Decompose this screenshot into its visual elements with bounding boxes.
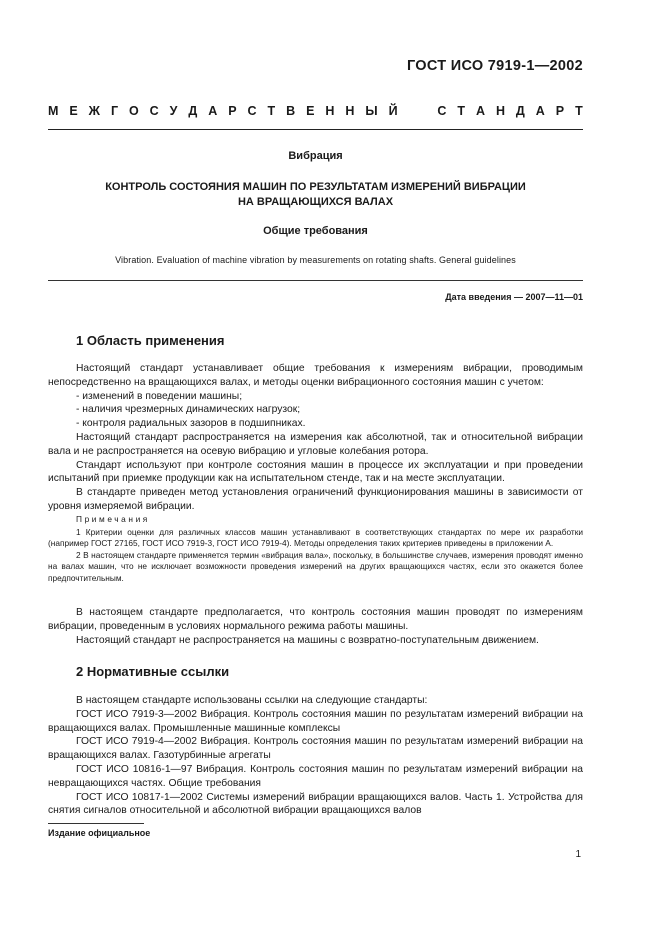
s1-paragraph-5: В настоящем стандарте предполагается, что контроль состояния машин проводят по измерениям вибрации, проведенным в условиях нормального режима работы машины.	[48, 607, 583, 632]
banner-letter: Т	[267, 104, 276, 118]
s1-paragraph-6: Настоящий стандарт не распространяется на машины с возвратно-поступательным движением.	[76, 634, 539, 646]
section-1-tail	[48, 606, 583, 647]
banner-letter: А	[475, 104, 485, 118]
banner-letter: О	[128, 104, 139, 118]
reference-3: ГОСТ ИСО 10816-1—97 Вибрация. Контроль состояния машин по результатам измерений вибрации на невращающихся частях. Общие требования	[48, 763, 583, 789]
s1-paragraph-4: В стандарте приведен метод установления ограничений функционирования машины в зависимости от уровня измеряемой вибрации.	[48, 487, 583, 512]
section-1-heading: 1 Область применения	[76, 333, 225, 348]
banner-letter: М	[48, 104, 59, 118]
s1-paragraph-3: Стандарт используют при контроле состояния машин в процессе их эксплуатации и при проведении испытаний при приемке продукции как на испытательном стенде, так и на месте эксплуатации.	[48, 459, 583, 485]
banner-letter: Н	[325, 104, 335, 118]
banner-letter: С	[247, 104, 257, 118]
banner-letter: Р	[228, 104, 237, 118]
reference-4: ГОСТ ИСО 10817-1—2002 Системы измерений вибрации вращающихся валов. Часть 1. Устройства для снятия сигналов относительной и абсолютной вибрации вращающихся валов	[48, 791, 583, 817]
interstate-standard-banner	[48, 104, 583, 118]
banner-letter: Т	[575, 104, 583, 118]
banner-letter	[409, 104, 412, 118]
s1-paragraph-1: Настоящий стандарт устанавливает общие требования к измерениям вибрации, проводимым непосредственно на вращающихся валах, и методы оценки вибрационного состояния машин с учетом:	[48, 363, 583, 388]
s1-paragraph-2: Настоящий стандарт распространяется на измерения как абсолютной, так и относительной вибрации вала и не распространяется на осевую вибрацию и угловые колебания ротора.	[48, 431, 583, 457]
reference-2: ГОСТ ИСО 7919-4—2002 Вибрация. Контроль состояния машин по результатам измерений вибрации на вращающихся валах. Газотурбинные агрегаты	[48, 736, 583, 762]
banner-letter: Е	[69, 104, 78, 118]
s2-intro: В настоящем стандарте использованы ссылки на следующие стандарты:	[76, 695, 428, 706]
banner-letter: Й	[388, 104, 398, 118]
banner-letter: Т	[457, 104, 465, 118]
banner-letter: Е	[306, 104, 315, 118]
reference-1: ГОСТ ИСО 7919-3—2002 Вибрация. Контроль состояния машин по результатам измерений вибрации на вращающихся валах. Промышленные машинные комплексы	[48, 708, 583, 734]
banner-letter: А	[208, 104, 218, 118]
title-line-1: КОНТРОЛЬ СОСТОЯНИЯ МАШИН ПО РЕЗУЛЬТАТАМ ИЗМЕРЕНИЙ ВИБРАЦИИ	[105, 181, 526, 193]
document-subtitle: Общие требования	[263, 225, 368, 237]
page-number: 1	[575, 849, 581, 860]
section-1-body	[48, 362, 583, 514]
section-2-body	[48, 694, 583, 818]
section-2-heading: 2 Нормативные ссылки	[76, 664, 230, 679]
s1-item-1: - изменений в поведении машины;	[76, 390, 243, 402]
note-2: 2 В настоящем стандарте применяется термин «вибрация вала», поскольку, в большинстве случаев, измерения проводят именно на валах машин, что не исключает возможности проведения измерений на других вращающихся частях, если это окажется более предпочтительным.	[48, 549, 583, 583]
subject-heading: Вибрация	[288, 150, 343, 162]
banner-letter	[423, 104, 426, 118]
banner-letter: В	[286, 104, 296, 118]
banner-letter: Ж	[88, 104, 100, 118]
official-edition-label: Издание официальное	[48, 828, 151, 838]
banner-letter: Р	[555, 104, 565, 118]
banner-letter: Д	[515, 104, 525, 118]
english-title: Vibration. Evaluation of machine vibration by measurements on rotating shafts. General guidelines	[115, 255, 516, 265]
middle-rule	[48, 280, 583, 281]
banner-letter: А	[535, 104, 545, 118]
banner-letter: Г	[110, 104, 119, 118]
banner-letter: Ы	[365, 104, 378, 118]
document-title	[48, 180, 583, 210]
banner-letter: С	[437, 104, 447, 118]
top-rule	[48, 129, 583, 130]
banner-letter: Н	[495, 104, 505, 118]
notes-heading: Примечания	[76, 514, 150, 524]
gost-number: ГОСТ ИСО 7919-1—2002	[406, 58, 583, 74]
s1-item-3: - контроля радиальных зазоров в подшипниках.	[76, 418, 306, 430]
footer-rule	[48, 823, 144, 824]
banner-letter: У	[169, 104, 178, 118]
date-of-introduction: Дата введения — 2007—11—01	[445, 292, 583, 302]
note-1: 1 Критерии оценки для различных классов машин устанавливают в соответствующих стандартах по мере их разработки (например ГОСТ 27165, ГОСТ ИСО 7919-3, ГОСТ ИСО 7919-4). Методы определения таких критериев приведены в приложении А.	[48, 526, 583, 549]
notes-block	[48, 513, 583, 584]
banner-letter: Д	[188, 104, 198, 118]
banner-letter: Н	[345, 104, 355, 118]
s1-item-2: - наличия чрезмерных динамических нагрузок;	[76, 404, 301, 416]
banner-letter: С	[149, 104, 159, 118]
title-line-2: НА ВРАЩАЮЩИХСЯ ВАЛАХ	[237, 196, 394, 208]
